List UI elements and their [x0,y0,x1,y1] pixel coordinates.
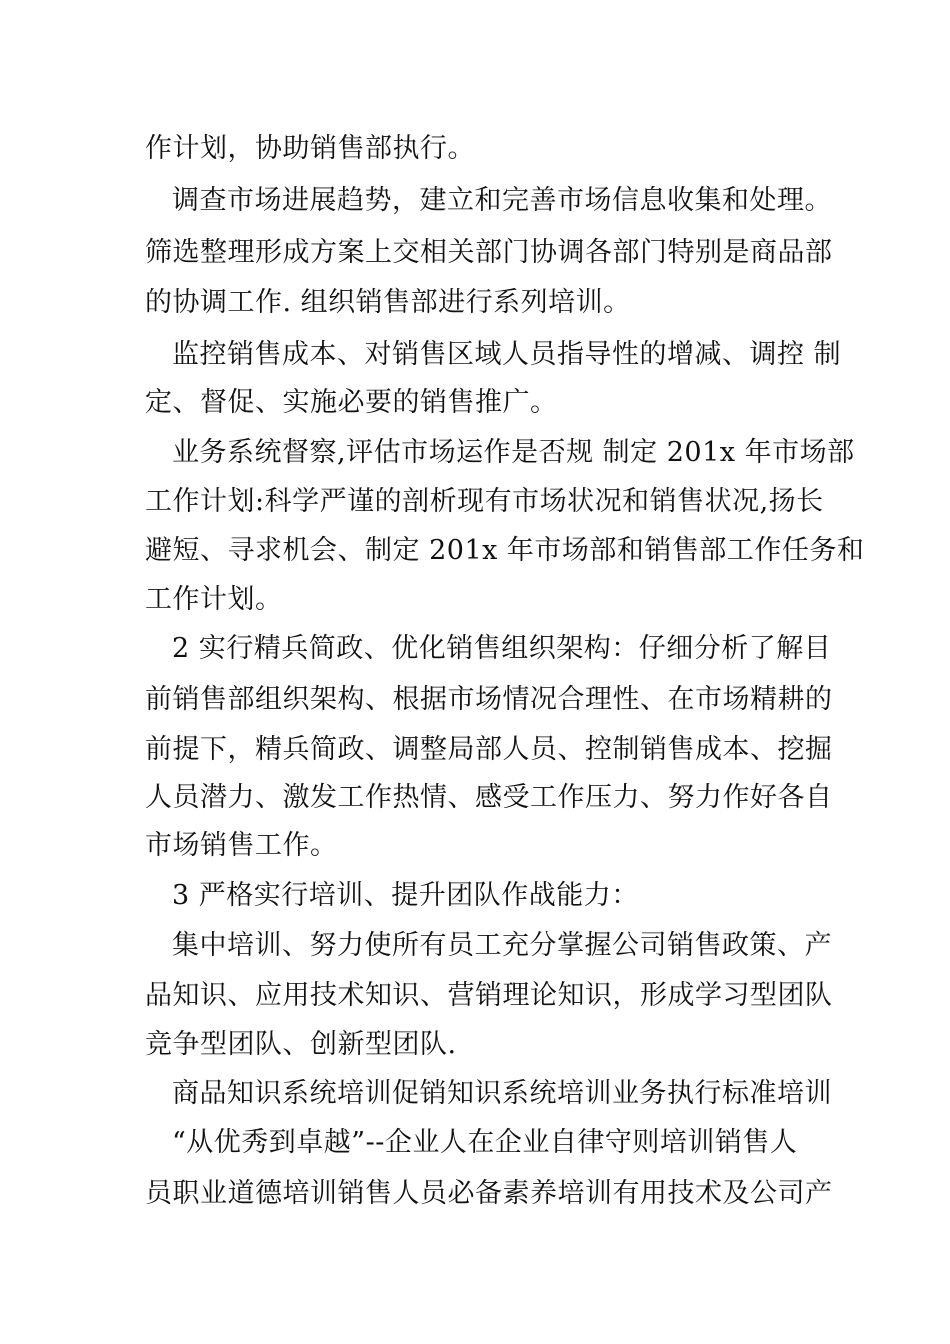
text-line: 竞争型团队、创新型团队. [145,1029,457,1060]
text-line: 人员潜力、激发工作热情、感受工作压力、努力作好各自 [145,782,833,813]
text-line: 市场销售工作。 [145,830,338,861]
paragraph-start: 2 实行精兵简政、优化销售组织架构：仔细分析了解目 [172,633,832,664]
text-line: 员职业道德培训销售人员必备素养培训有用技术及公司产 [145,1178,833,1209]
text-line: 的协调工作. 组织销售部进行系列培训。 [145,287,631,318]
text-line: 前提下，精兵简政、调整局部人员、控制销售成本、挖掘 [145,734,833,765]
paragraph-start: 商品知识系统培训促销知识系统培训业务执行标准培训 [172,1078,832,1109]
text-line: 工作计划。 [145,584,283,615]
text-line: 工作计划:科学严谨的剖析现有市场状况和销售状况,扬长 [145,486,824,517]
paragraph-start: 集中培训、努力使所有员工充分掌握公司销售政策、产 [172,930,832,961]
text-line: 作计划，协助销售部执行。 [145,133,475,164]
text-line: 前销售部组织架构、根据市场情况合理性、在市场精耕的 [145,684,833,715]
paragraph-start: 3 严格实行培训、提升团队作战能力： [172,880,639,911]
paragraph-start: 监控销售成本、对销售区域人员指导性的增减、调控 制 [172,339,842,370]
text-line: 品知识、应用技术知识、营销理论知识，形成学习型团队 [145,980,833,1011]
paragraph-start: 调查市场进展趋势，建立和完善市场信息收集和处理。 [172,185,832,216]
text-line: 定、督促、实施必要的销售推广。 [145,387,558,418]
text-line: 筛选整理形成方案上交相关部门协调各部门特别是商品部 [145,237,833,268]
paragraph-start: “从优秀到卓越”--企业人在企业自律守则培训销售人 [172,1127,798,1158]
paragraph-start: 业务系统督察,评估市场运作是否规 制定 201x 年市场部 [172,437,855,468]
text-line: 避短、寻求机会、制定 201x 年市场部和销售部工作任务和 [145,535,865,566]
